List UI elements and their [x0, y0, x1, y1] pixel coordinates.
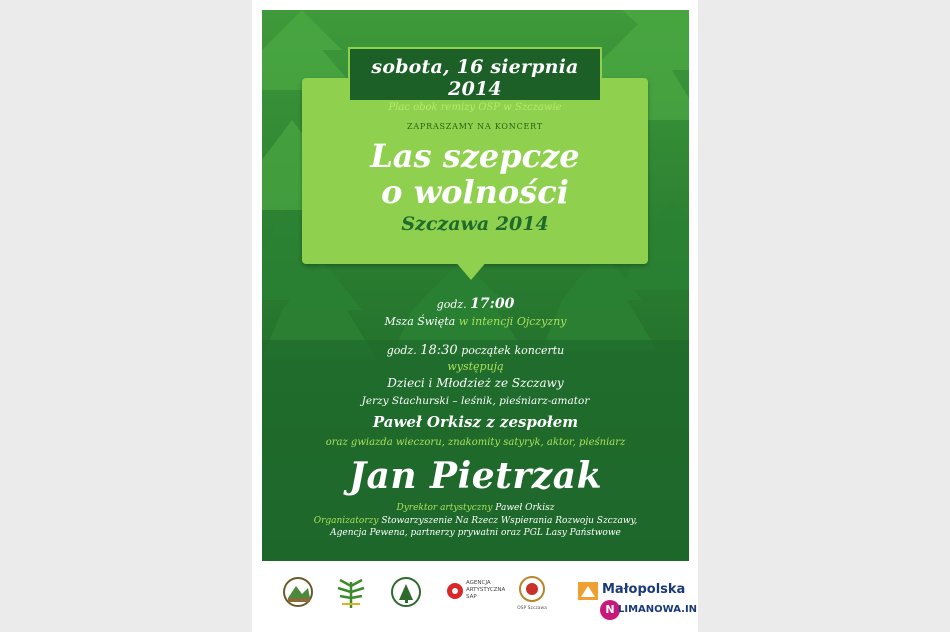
fern-icon [334, 574, 368, 610]
mass-time: godz. 17:00 [436, 296, 515, 312]
star-intro: oraz gwiazda wieczoru, znakomity satyryk, aktor, pieśniarz [325, 437, 626, 448]
subtitle: Szczawa 2014 [401, 213, 549, 235]
invite-text: ZAPRASZAMY NA KONCERT [407, 122, 543, 131]
mass-line: Msza Święta w intencji Ojczyzny [384, 315, 567, 328]
event-place: Plac obok remizy OSP w Szczawie [388, 102, 562, 113]
association-emblem-icon [282, 576, 314, 608]
director-line: Dyrektor artystyczny Paweł Orkisz [396, 503, 555, 513]
concert-time: godz. 18:30 początek koncertu [386, 343, 565, 358]
osp-logo: OSP Szczawa [514, 576, 550, 611]
sponsor-logos: AGENCJA ARTYSTYCZNA SAP OSP Szczawa Małopolska N LIMANOWA.IN [262, 568, 689, 628]
performer-3: Paweł Orkisz z zespołem [372, 413, 579, 431]
event-date: sobota, 16 sierpnia 2014 [371, 56, 579, 100]
forest-state-logo [390, 576, 422, 612]
organizers-line-2: Agencja Pewena, partnerzy prywatni oraz PGL Lasy Państwowe [330, 528, 621, 538]
malopolska-logo: Małopolska N LIMANOWA.IN [578, 580, 688, 624]
program [262, 10, 689, 561]
forest-emblem-icon [390, 576, 422, 608]
fern-logo [334, 574, 368, 614]
star-name: Jan Pietrzak [348, 455, 603, 497]
limanowa-badge-icon: N [600, 600, 620, 620]
fire-brigade-emblem-icon [519, 576, 545, 602]
title-line-2: o wolności [381, 173, 569, 211]
concert-poster [262, 10, 689, 561]
association-logo [282, 576, 314, 612]
performer-2: Jerzy Stachurski – leśnik, pieśniarz-amator [361, 395, 590, 407]
organizers-line-1: Organizatorzy Stowarzyszenie Na Rzecz Wspierania Rozwoju Szczawy, [313, 516, 638, 526]
performer-1: Dzieci i Młodzież ze Szczawy [387, 376, 564, 390]
malopolska-mark-icon [578, 582, 598, 600]
agency-circle-icon [446, 582, 464, 600]
title-line-1: Las szepcze [370, 137, 580, 175]
performers-label: występują [447, 360, 504, 373]
